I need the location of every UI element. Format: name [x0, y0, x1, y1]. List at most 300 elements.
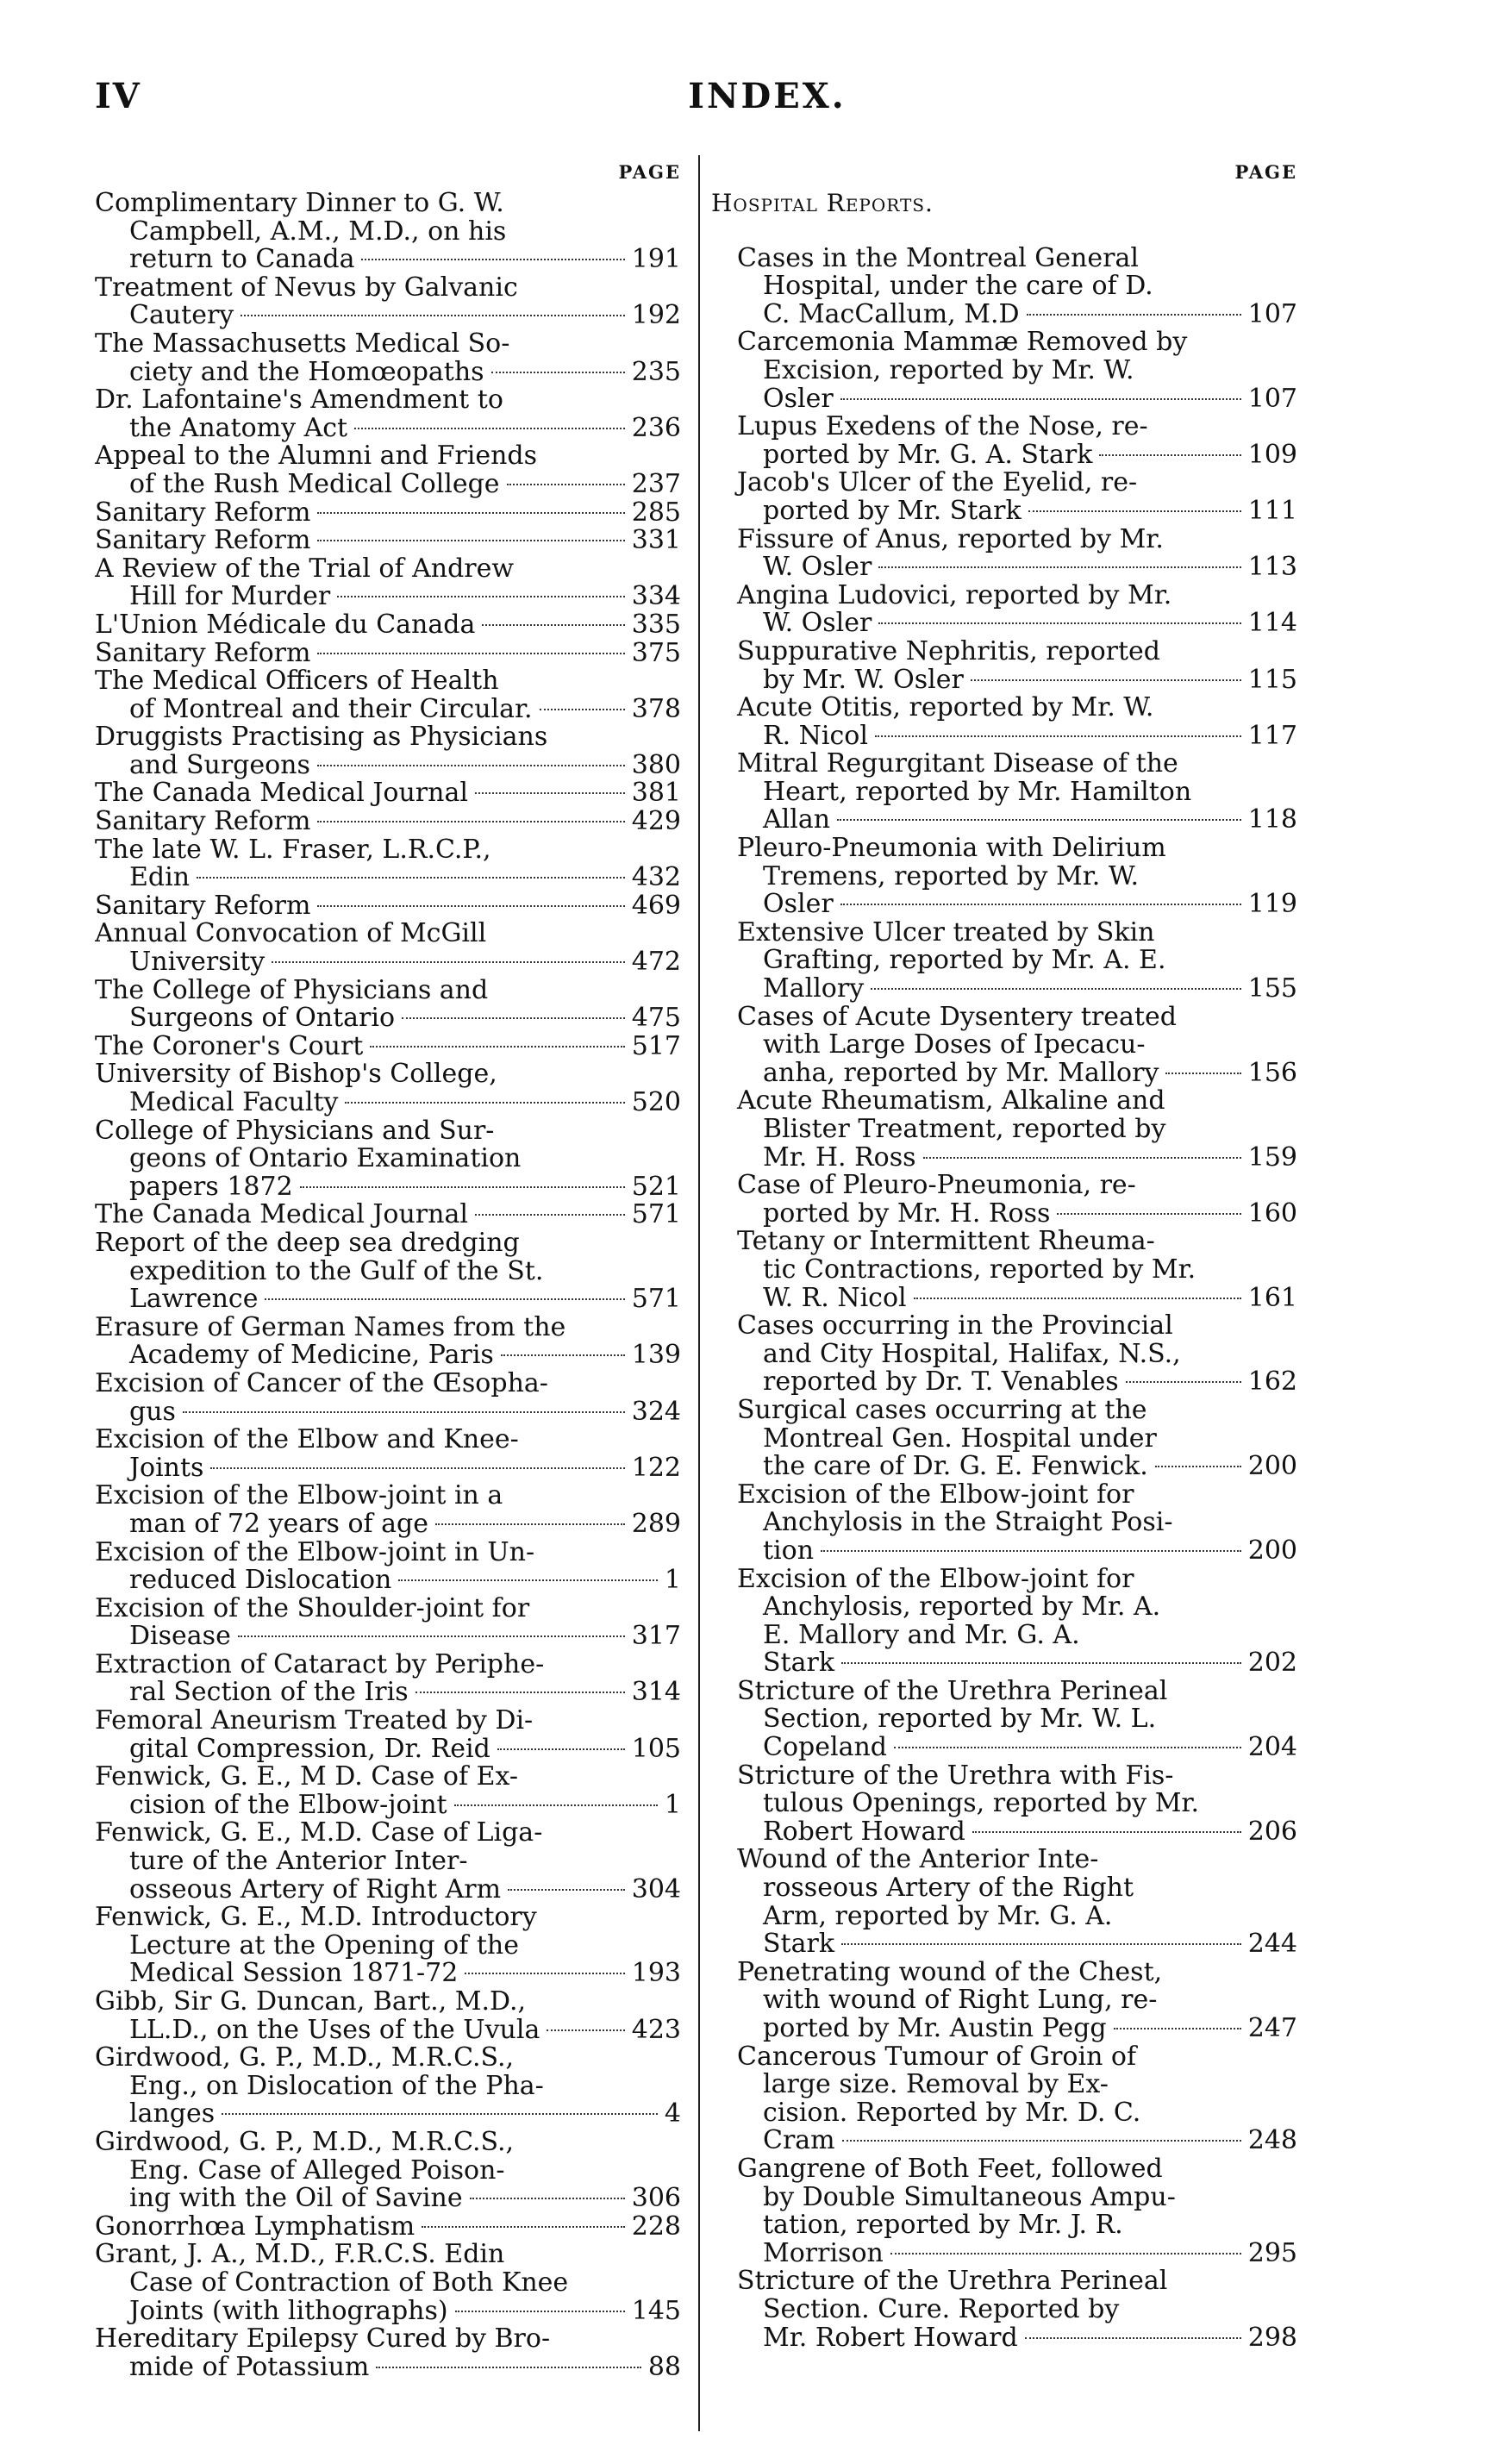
section-heading-hospital-reports: Hospital Reports. [711, 189, 934, 217]
dot-leader [1165, 1073, 1240, 1074]
index-entry [95, 190, 681, 274]
left-column [95, 155, 681, 2381]
entry-page-number: 247 [1247, 2015, 1297, 2043]
entry-text: by Mr. W. Osler [763, 666, 964, 695]
entry-page-number: 423 [631, 2016, 681, 2045]
entry-text: L'Union Médicale du Canada [95, 610, 476, 640]
entry-last-line [711, 975, 1297, 1004]
entry-text: Tetany or Intermittent Rheuma- [737, 1228, 1155, 1256]
dot-leader [878, 622, 1240, 624]
entry-last-line [95, 1341, 681, 1370]
index-entry [95, 2325, 681, 2381]
entry-page-number: 88 [647, 2353, 681, 2382]
entry-last-line [711, 385, 1297, 414]
entry-text: Cases occurring in the Provincial [737, 1312, 1173, 1341]
index-entry [711, 526, 1297, 582]
entry-text: Report of the deep sea dredging [95, 1229, 520, 1258]
entry-text: Edin [129, 864, 191, 892]
dot-leader [871, 988, 1241, 990]
entry-page-number: 335 [631, 610, 681, 640]
dot-leader [1126, 1381, 1241, 1383]
dot-leader [1028, 510, 1241, 512]
entry-text: Annual Convocation of McGill [95, 920, 487, 949]
entry-last-line [95, 864, 681, 892]
entry-text: Anchylosis in the Straight Posi- [763, 1509, 1173, 1537]
entry-text: Fenwick, G. E., M D. Case of Ex- [95, 1763, 519, 1792]
entry-page-number: 314 [631, 1679, 681, 1708]
index-entry [711, 919, 1297, 1004]
entry-last-line [95, 948, 681, 977]
entry-text: Fenwick, G. E., M.D. Case of Liga- [95, 1819, 543, 1848]
entry-last-line [95, 1004, 681, 1033]
entry-text: ported by Mr. Austin Pegg [763, 2015, 1107, 2043]
index-entry [95, 1595, 681, 1651]
entry-text: W. R. Nicol [763, 1284, 907, 1313]
entry-page-number: 244 [1247, 1930, 1297, 1959]
entry-page-number: 334 [631, 583, 681, 611]
entry-last-line [711, 722, 1297, 751]
entry-text: Lawrence [129, 1285, 259, 1314]
page-number: IV [95, 76, 141, 116]
entry-page-number: 429 [631, 808, 681, 836]
entry-text: Sanitary Reform [95, 527, 311, 555]
index-entry [711, 1397, 1297, 1481]
entry-last-line [95, 1567, 681, 1595]
entry-page-number: 114 [1247, 610, 1297, 638]
entry-page-number: 119 [1247, 891, 1297, 919]
entry-text: The College of Physicians and [95, 976, 489, 1005]
index-entry [95, 1060, 681, 1116]
entry-last-line [711, 806, 1297, 835]
dot-leader [1057, 1213, 1240, 1215]
index-entry [95, 1539, 681, 1595]
entry-page-number: 237 [631, 470, 681, 499]
entry-last-line [711, 1200, 1297, 1229]
dot-leader [317, 512, 624, 514]
entry-text: Angina Ludovici, reported by Mr. [737, 581, 1172, 610]
entry-page-number: 228 [631, 2212, 681, 2242]
entry-text: Sanitary Reform [95, 639, 311, 668]
entry-page-number: 381 [631, 779, 681, 809]
entry-text: Cases in the Montreal General [737, 244, 1139, 273]
entry-text: Blister Treatment, reported by [763, 1116, 1166, 1144]
index-entry [95, 611, 681, 640]
entry-last-line [95, 1089, 681, 1117]
entry-text: Osler [763, 891, 834, 919]
column-divider [698, 155, 700, 2431]
entry-text: ral Section of the Iris [129, 1679, 409, 1708]
dot-leader [272, 961, 624, 963]
dot-leader [1027, 314, 1241, 316]
index-entry [95, 1229, 681, 1314]
entry-text: Joints [129, 1454, 204, 1483]
entry-text: Grafting, reported by Mr. A. E. [763, 947, 1166, 976]
entry-page-number: 156 [1247, 1059, 1297, 1088]
index-entry [711, 2155, 1297, 2267]
dot-leader [1114, 2028, 1241, 2029]
entry-text: Treatment of Nevus by Galvanic [95, 273, 518, 303]
entry-text: Excision of the Shoulder-joint for [95, 1594, 530, 1623]
entry-text: Excision of the Elbow-joint for [737, 1565, 1134, 1594]
dot-leader [210, 1467, 624, 1469]
index-entry [95, 2241, 681, 2325]
entry-page-number: 139 [631, 1341, 681, 1370]
entry-text: The Medical Officers of Health [95, 667, 499, 696]
dot-leader [402, 1017, 625, 1019]
entry-text: Section. Cure. Reported by [763, 2295, 1120, 2324]
entry-text: of the Rush Medical College [129, 470, 500, 499]
entry-page-number: 162 [1247, 1368, 1297, 1397]
index-entry [95, 640, 681, 668]
entry-text: Gibb, Sir G. Duncan, Bart., M.D., [95, 1988, 527, 2017]
entry-last-line [95, 2213, 681, 2242]
index-entry [711, 245, 1297, 329]
entry-last-line [711, 553, 1297, 582]
index-entry [95, 274, 681, 330]
dot-leader [300, 1186, 625, 1188]
entry-page-number: 375 [631, 639, 681, 668]
entry-text: Gangrene of Both Feet, followed [737, 2154, 1163, 2184]
index-entry [711, 1087, 1297, 1172]
entry-text: Stricture of the Urethra Perineal [737, 2267, 1168, 2296]
entry-last-line [95, 415, 681, 443]
entry-page-number: 306 [631, 2185, 681, 2213]
entry-page-number: 469 [631, 891, 681, 921]
entry-text: College of Physicians and Sur- [95, 1116, 495, 1146]
dot-leader [840, 398, 1241, 400]
entry-page-number: 155 [1247, 975, 1297, 1004]
entry-last-line [95, 2100, 681, 2129]
dot-leader [1025, 2337, 1241, 2339]
entry-page-number: 248 [1247, 2127, 1297, 2155]
entry-text: Sanitary Reform [95, 498, 311, 528]
entry-last-line [711, 1649, 1297, 1678]
entry-text: University [129, 948, 266, 977]
entry-text: Medical Faculty [129, 1089, 339, 1117]
entry-text: Druggists Practising as Physicians [95, 723, 548, 752]
index-entry [711, 413, 1297, 469]
page-column-label: PAGE [1234, 161, 1297, 183]
entry-text: Morrison [763, 2239, 884, 2268]
entry-text: Copeland [763, 1734, 887, 1762]
entry-text: Sanitary Reform [95, 891, 311, 921]
dot-leader [914, 1298, 1241, 1299]
dot-leader [1099, 454, 1240, 456]
dot-leader [482, 624, 624, 626]
index-entry [711, 2267, 1297, 2352]
entry-text: ported by Mr. H. Ross [763, 1199, 1051, 1229]
index-entry [711, 1566, 1297, 1678]
entry-page-number: 122 [631, 1454, 681, 1483]
dot-leader [837, 819, 1241, 821]
entry-last-line [95, 1735, 681, 1764]
left-index-entries [95, 190, 681, 2381]
entry-text: Allan [763, 806, 831, 835]
entry-last-line [711, 891, 1297, 919]
index-entry [95, 2213, 681, 2242]
entry-page-number: 472 [631, 948, 681, 977]
dot-leader [497, 1748, 625, 1750]
dot-leader [415, 1692, 625, 1693]
entry-last-line [95, 1398, 681, 1427]
entry-text: Fenwick, G. E., M.D. Introductory [95, 1904, 537, 1932]
entry-page-number: 1 [664, 1567, 681, 1595]
index-entry [95, 442, 681, 498]
entry-text: Lupus Exedens of the Nose, re- [737, 413, 1148, 441]
entry-text: reduced Dislocation [129, 1567, 392, 1595]
entry-text: Excision of the Elbow-joint for [737, 1480, 1134, 1510]
entry-text: Disease [129, 1623, 231, 1651]
entry-last-line [711, 1368, 1297, 1397]
entry-page-number: 317 [631, 1623, 681, 1651]
entry-text: Extraction of Cataract by Periphe- [95, 1650, 545, 1679]
entry-text: ported by Mr. Stark [763, 497, 1022, 526]
entry-last-line [711, 1060, 1297, 1088]
dot-leader [345, 1102, 624, 1104]
entry-page-number: 1 [664, 1791, 681, 1820]
dot-leader [923, 1157, 1241, 1159]
page-title: INDEX. [688, 76, 847, 116]
entry-last-line [95, 779, 681, 808]
entry-text: Surgical cases occurring at the [737, 1396, 1147, 1425]
page-header [95, 76, 1440, 128]
entry-page-number: 571 [631, 1285, 681, 1314]
entry-page-number: 520 [631, 1089, 681, 1117]
entry-page-number: 285 [631, 498, 681, 528]
entry-last-line [95, 611, 681, 640]
entry-text: Cautery [129, 302, 234, 330]
dot-leader [890, 2253, 1241, 2254]
entry-last-line [95, 1792, 681, 1820]
entry-text: Excision, reported by Mr. W. [763, 356, 1134, 385]
entry-text: ciety and the Homœopaths [129, 358, 484, 387]
entry-page-number: 295 [1247, 2239, 1297, 2268]
entry-text: Section, reported by Mr. W. L. [763, 1705, 1157, 1735]
entry-text: Complimentary Dinner to G. W. [95, 190, 504, 218]
dot-leader [540, 709, 625, 710]
index-entry [711, 835, 1297, 919]
entry-last-line [95, 1876, 681, 1904]
index-entry [95, 779, 681, 808]
entry-text: papers 1872 [129, 1173, 293, 1202]
entry-page-number: 4 [664, 2100, 681, 2129]
entry-last-line [95, 2017, 681, 2045]
entry-page-number: 304 [631, 1875, 681, 1904]
index-entry [95, 1033, 681, 1061]
entry-text: Fissure of Anus, reported by Mr. [737, 525, 1164, 554]
entry-text: Surgeons of Ontario [129, 1004, 396, 1033]
entry-text: The Coroner's Court [95, 1032, 364, 1061]
entry-page-number: 324 [631, 1398, 681, 1427]
entry-text: the Anatomy Act [129, 414, 348, 443]
entry-page-number: 161 [1247, 1284, 1297, 1313]
entry-text: Mitral Regurgitant Disease of the [737, 750, 1178, 779]
dot-leader [491, 372, 625, 373]
entry-text: return to Canada [129, 246, 355, 274]
entry-text: with Large Doses of Ipecacu- [763, 1031, 1146, 1060]
dot-leader [435, 1523, 625, 1525]
entry-text: C. MacCallum, M.D [763, 300, 1020, 329]
dot-leader [398, 1579, 658, 1581]
entry-text: and City Hospital, Halifax, N.S., [763, 1340, 1181, 1369]
entry-text: Dr. Lafontaine's Amendment to [95, 386, 503, 415]
entry-text: Appeal to the Alumni and Friends [95, 442, 538, 471]
index-entry [711, 1481, 1297, 1566]
entry-text: Extensive Ulcer treated by Skin [737, 918, 1155, 947]
entry-text: and Surgeons [129, 751, 310, 780]
entry-page-number: 571 [631, 1201, 681, 1229]
entry-text: gus [129, 1398, 176, 1427]
dot-leader [878, 566, 1240, 568]
entry-last-line [711, 2240, 1297, 2268]
entry-text: of Montreal and their Circular. [129, 695, 533, 724]
entry-page-number: 202 [1247, 1649, 1297, 1678]
entry-page-number: 192 [631, 302, 681, 330]
entry-text: Gonorrhœa Lymphatism [95, 2212, 415, 2242]
dot-leader [821, 1550, 1241, 1552]
dot-leader [337, 596, 625, 597]
index-entry [711, 469, 1297, 525]
entry-text: W. Osler [763, 610, 872, 638]
entry-text: E. Mallory and Mr. G. A. [763, 1621, 1080, 1650]
index-entry [711, 1959, 1297, 2043]
entry-last-line [95, 471, 681, 499]
index-entry [95, 1819, 681, 1904]
entry-text: man of 72 years of age [129, 1510, 429, 1539]
entry-text: Excision of the Elbow-joint in Un- [95, 1538, 535, 1567]
entry-text: Osler [763, 385, 834, 414]
index-entry [711, 638, 1297, 694]
entry-last-line [95, 1173, 681, 1202]
entry-last-line [711, 1734, 1297, 1762]
entry-text: tulous Openings, reported by Mr. [763, 1790, 1199, 1818]
index-entry [95, 1988, 681, 2044]
entry-last-line [711, 610, 1297, 638]
entry-text: Academy of Medicine, Paris [129, 1341, 494, 1370]
dot-leader [238, 1635, 625, 1637]
entry-last-line [711, 666, 1297, 695]
entry-text: Mallory [763, 975, 865, 1004]
entry-page-number: 160 [1247, 1199, 1297, 1229]
entry-text: Cases of Acute Dysentery treated [737, 1003, 1177, 1032]
index-entry [711, 1762, 1297, 1847]
entry-text: Girdwood, G. P., M.D., M.R.C.S., [95, 2128, 515, 2157]
dot-leader [183, 1411, 625, 1413]
right-column [711, 155, 1297, 2352]
entry-text: tic Contractions, reported by Mr. [763, 1255, 1196, 1285]
index-entry [95, 836, 681, 892]
entry-page-number: 521 [631, 1173, 681, 1202]
entry-last-line [95, 892, 681, 921]
dot-leader [455, 2311, 625, 2312]
entry-text: Penetrating wound of the Chest, [737, 1958, 1163, 1987]
entry-page-number: 475 [631, 1004, 681, 1033]
entry-page-number: 193 [631, 1960, 681, 1988]
dot-leader [507, 484, 625, 485]
entry-text: Stricture of the Urethra with Fis- [737, 1761, 1174, 1791]
right-index-entries [711, 245, 1297, 2353]
entry-last-line [711, 497, 1297, 526]
entry-text: University of Bishop's College, [95, 1060, 497, 1089]
index-entry [95, 1651, 681, 1707]
entry-text: tation, reported by Mr. J. R. [763, 2211, 1123, 2240]
entry-text: ture of the Anterior Inter- [129, 1848, 468, 1876]
dot-leader [317, 540, 624, 541]
entry-text: Cancerous Tumour of Groin of [737, 2042, 1137, 2072]
index-entry [95, 1707, 681, 1763]
entry-page-number: 191 [631, 246, 681, 274]
entry-page-number: 298 [1247, 2323, 1297, 2353]
entry-page-number: 517 [631, 1032, 681, 1061]
entry-last-line [95, 1033, 681, 1061]
entry-text: osseous Artery of Right Arm [129, 1875, 502, 1904]
index-entry [95, 499, 681, 528]
entry-text: Medical Session 1871-72 [129, 1960, 459, 1988]
entry-last-line [711, 1453, 1297, 1481]
entry-text: Mr. Robert Howard [763, 2323, 1018, 2353]
entry-text: A Review of the Trial of Andrew [95, 554, 515, 584]
entry-text: expedition to the Gulf of the St. [129, 1257, 544, 1286]
index-entry [711, 1846, 1297, 1958]
entry-page-number: 109 [1247, 441, 1297, 470]
entry-text: Eng., on Dislocation of the Pha- [129, 2072, 544, 2101]
entry-page-number: 107 [1247, 385, 1297, 414]
entry-text: cision. Reported by Mr. D. C. [763, 2098, 1141, 2128]
entry-text: W. Osler [763, 553, 872, 582]
entry-text: Excision of Cancer of the Œsopha- [95, 1369, 548, 1398]
dot-leader [972, 1831, 1241, 1833]
dot-leader [501, 1354, 625, 1356]
entry-last-line [711, 2324, 1297, 2353]
entry-last-line [711, 1930, 1297, 1959]
entry-page-number: 118 [1247, 806, 1297, 835]
entry-last-line [95, 2354, 681, 2382]
index-entry [711, 1312, 1297, 1397]
dot-leader [361, 259, 624, 260]
index-entry [95, 1763, 681, 1819]
dot-leader [470, 2198, 625, 2199]
entry-text: Case of Pleuro-Pneumonia, re- [737, 1172, 1136, 1200]
entry-page-number: 432 [631, 864, 681, 892]
entry-last-line [95, 527, 681, 555]
entry-text: Excision of the Elbow-joint in a [95, 1482, 503, 1510]
entry-text: Sanitary Reform [95, 808, 311, 836]
index-entry [711, 1004, 1297, 1088]
entry-last-line [711, 441, 1297, 470]
index-entry [711, 2043, 1297, 2155]
entry-last-line [95, 1679, 681, 1707]
entry-page-number: 235 [631, 358, 681, 387]
index-entry [711, 750, 1297, 835]
entry-text: The Canada Medical Journal [95, 1201, 468, 1229]
entry-text: Tremens, reported by Mr. W. [763, 862, 1139, 891]
index-entry [95, 1201, 681, 1229]
index-entry [711, 582, 1297, 638]
entry-page-number: 236 [631, 414, 681, 443]
dot-leader [894, 1747, 1241, 1748]
entry-text: rosseous Artery of the Right [763, 1874, 1134, 1903]
entry-text: R. Nicol [763, 722, 868, 751]
index-entry [711, 1678, 1297, 1762]
entry-last-line [95, 359, 681, 387]
entry-page-number: 159 [1247, 1143, 1297, 1173]
entry-last-line [95, 499, 681, 528]
entry-last-line [95, 583, 681, 611]
entry-text: Acute Otitis, reported by Mr. W. [737, 694, 1154, 722]
entry-text: Hospital, under the care of D. [763, 272, 1153, 301]
dot-leader [547, 2029, 624, 2031]
dot-leader [317, 765, 625, 766]
